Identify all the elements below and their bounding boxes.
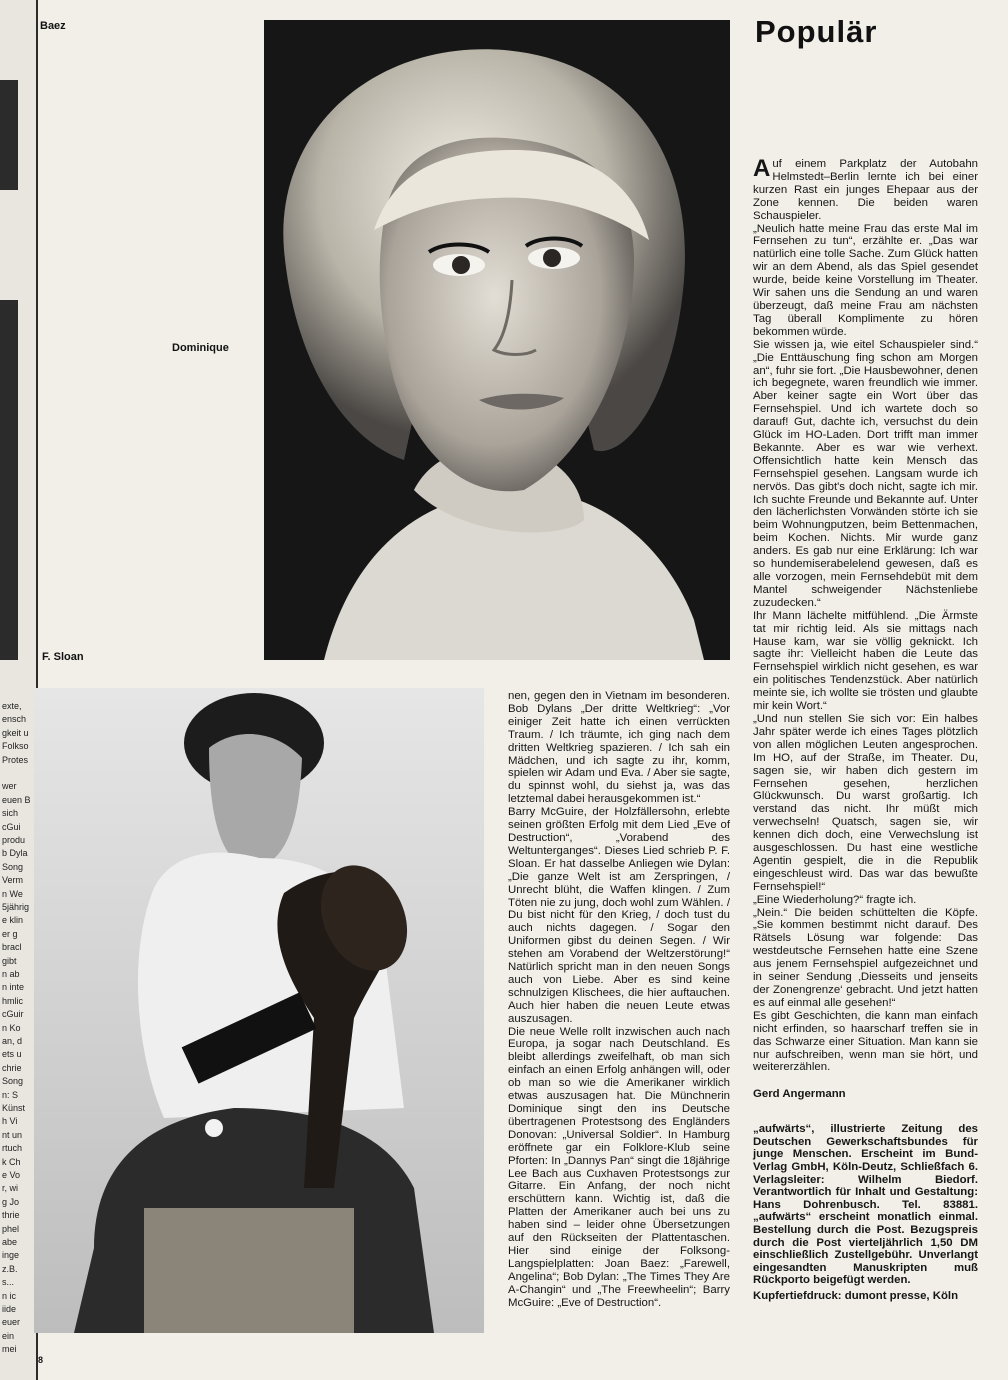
gutter-text-line: er g: [2, 928, 18, 939]
gutter-text-line: h Vi: [2, 1116, 18, 1127]
gutter-text-line: n We: [2, 888, 23, 899]
gutter-text-line: thrie: [2, 1210, 20, 1221]
gutter-text-line: Künst: [2, 1103, 26, 1113]
paragraph: „Neulich hatte meine Frau das erste Mal im Fernsehen zu tun“, erzählte er. „Das war natürlich eine tolle Sache. Zum Glück hatten wir an dem Abend, als das Spiel gesendet wurde, beide keine Vorstellung im Theater. Wir sahen uns die Sendung an und waren überzeugt, daß meine Frau am nächsten Tag überall Komplimente zu hören bekommen würde.: [753, 222, 978, 338]
gutter-photo-strip: [0, 300, 18, 660]
portrait-illustration: [264, 20, 730, 660]
gutter-text-line: sich: [2, 808, 19, 819]
gutter-text-line: Verm: [2, 875, 24, 886]
gutter-text-line: z.B.: [2, 1263, 18, 1274]
gutter-text-line: cGui: [2, 821, 21, 832]
gutter-text-line: ensch: [2, 714, 27, 725]
gutter-text-line: ets u: [2, 1049, 22, 1060]
gutter-text-line: wer: [2, 781, 17, 792]
gutter-text-line: rtuch: [2, 1143, 23, 1154]
gutter-text-line: n inte: [2, 982, 25, 993]
gutter-text-line: n: S: [2, 1089, 19, 1100]
gutter-text-line: bracl: [2, 942, 22, 953]
gutter-photo-strip: [0, 80, 18, 190]
author-byline: Gerd Angermann: [753, 1088, 846, 1101]
portrait-photo-sloan: [34, 688, 484, 1333]
gutter-text-line: mei: [2, 1344, 17, 1355]
gutter-text-line: phel: [2, 1223, 20, 1234]
prev-page-caption-fragment: Baez: [40, 20, 66, 32]
gutter-text-line: Protes: [2, 754, 29, 765]
paragraph: „Nein.“ Die beiden schüttelten die Köpfe. „Sie kommen bestimmt nicht darauf. Des Rätsels Lösung war folgende: Das westdeutsche Fernsehen hatte eine Szene aus jenem Fernsehspiel aufgezeichnet und in seiner Sendung ‚Diesseits und jenseits der Zonengrenze‘ gebracht. Und jetzt hatten es auf einmal alle gesehen!“: [753, 906, 978, 1009]
gutter-text-line: Song: [2, 1076, 24, 1087]
gutter-text-line: e klin: [2, 915, 24, 926]
paragraph: „Und nun stellen Sie sich vor: Ein halbes Jahr später werde ich eines Tages plötzlich von allen möglichen Leuten angesprochen. Im HO, auf der Straße, im Theater. Du, sagen sie, wir haben dich gestern im Fernsehen gesehen, herzlichen Glückwunsch. Du warst großartig. Ich verstand das nicht. Ihr müßt mich verwechseln! Quatsch, sagen sie, wir kennen dich doch, eine Verwechslung ist ausgeschlossen. Du hast eine westliche Agentin gespielt, die in die Republik eingeschleust wird. Das war das bewußte Fernsehspiel!“: [753, 712, 978, 893]
gutter-text-line: n Ko: [2, 1022, 21, 1033]
gutter-text-line: exte,: [2, 701, 22, 711]
article-column-1: [508, 690, 730, 1310]
gutter-text-line: 5jährig: [2, 902, 30, 912]
gutter-text-line: b Dyla: [2, 848, 28, 859]
paragraph: Es gibt Geschichten, die kann man einfach nicht erfinden, so haarscharf treffen sie in das Schwarze einer Situation. Man kann sie nur aufschreiben, wenn man sie hört, und weitererzählen.: [753, 1009, 978, 1074]
gutter-text-line: chrie: [2, 1062, 22, 1073]
paragraph: Die neue Welle rollt inzwischen auch nach Europa, ja sogar nach Deutschland. Es bleibt allerdings zweifelhaft, ob man sich einfach an einen Erfolg anhängen will, oder ob man so wie die Amerikaner wirklich etwas auszusagen hat. Die Münchnerin Dominique singt den ins Deutsche übertragenen Protestsong des Engländers Donovan: „Universal Soldier“. In Hamburg eröffnete gar ein Folklore-Klub seine Pforten: In „Dannys Pan“ singt die 18jährige Lee Bach aus Cuxhaven Protestsongs zur Gitarre. Ein Anfang, der noch nicht erschüttern kann. Wichtig ist, daß die Platten der Amerikaner auch bei uns zu haben sind – leider ohne Übersetzungen auf den Rückseiten der Plattentaschen. Hier sind einige der Folksong-Langspielplatten: Joan Baez: „Farewell, Angelina“; Bob Dylan: „The Times They Are A-Changin“ und „The Freewheelin“; Barry McGuire: „Eve of Destruction“.: [508, 1025, 730, 1309]
gutter-text-line: cGuir: [2, 1009, 24, 1020]
photo-caption-dominique: Dominique: [172, 342, 229, 354]
gutter-text-line: s...: [2, 1277, 15, 1288]
photo-caption-sloan: F. Sloan: [42, 651, 84, 663]
gutter-text-line: iide: [2, 1304, 17, 1314]
portrait-photo-dominique: [264, 20, 730, 660]
gutter-text-line: produ: [2, 835, 26, 845]
gutter-text-line: abe: [2, 1237, 18, 1247]
gutter-text-line: inge: [2, 1250, 20, 1261]
paragraph: Barry McGuire, der Holzfällersohn, erlebte seinen größten Erfolg mit dem Lied „Eve of Destruction“, „Vorabend des Weltunterganges“. Dieses Lied schrieb P. F. Sloan. Er hat dasselbe Anliegen wie Dylan: „Die ganze Welt ist am Zerspringen, / Unrecht blüht, die Waffen klingen. / Zum Töten nie zu jung, doch wohl zum Wählen. / Du bist nicht für den Krieg, / doch tust du auch nichts dagegen. / Sogar den Uniformen gibst du deinen Segen. / Wir stehen am Vorabend der Weltzerstörung!“ Natürlich spricht man in den neuen Songs auch von Liebe. Aber es sind keine schnulzigen Klischees, die hier auftauchen. Auch hier haben die neuen Leute etwas auszusagen.: [508, 806, 730, 1025]
article-column-2: [753, 155, 978, 1303]
drop-cap: A: [753, 155, 771, 182]
gutter-text-line: hmlic: [2, 995, 24, 1006]
publication-imprint: „aufwärts“, illustrierte Zeitung des Deutschen Gewerkschaftsbundes für junge Menschen. Erscheint im Bund-Verlag GmbH, Köln-Deutz, Schließfach 6. Verlagsleiter: Wilhelm Biedorf. Verantwortlich für Inhalt und Gestaltung: Hans Dohrenbusch. Tel. 83881. „aufwärts“ erscheint monatlich einmal. Bestellung durch die Post. Bezugspreis durch die Post vierteljährlich 1,50 DM einschließlich Zustellgebühr. Unverlangt eingesandten Manuskripten muß Rückporto beigefügt werden.: [753, 1123, 978, 1287]
gutter-text-line: gkeit u: [2, 727, 29, 738]
printer-credit: Kupfertiefdruck: dumont presse, Köln: [753, 1289, 959, 1302]
gutter-text-line: n ab: [2, 969, 20, 979]
gutter-text-line: gibt: [2, 955, 17, 966]
guitarist-illustration: [34, 688, 484, 1333]
paragraph: nen, gegen den in Vietnam im besonderen. Bob Dylans „Der dritte Weltkrieg“: „Vor einiger Zeit hatte ich einen verrückten Traum. / Ich träumte, ich ging nach dem dritten Weltkrieg spazieren. / Ich sah ein Mädchen, und ich sagte zu ihr, komm, spielen wir Adam und Eva. / Aber sie sagte, du spinnst wohl, du siehst ja, was das letztemal dabei herausgekommen ist.“: [508, 690, 730, 806]
gutter-text-line: r, wi: [2, 1183, 19, 1194]
gutter-text-line: e Vo: [2, 1170, 21, 1180]
page-number: 8: [38, 1355, 44, 1365]
page-title: Populär: [755, 14, 878, 49]
gutter-text-line: Song: [2, 861, 24, 872]
paragraph: Ihr Mann lächelte mitfühlend. „Die Ärmste tat mir richtig leid. Als sie mittags nach Hause kam, war sie völlig geknickt. Ich sagte ihr: Vielleicht haben die Leute das Fernsehspiel wirklich nicht gesehen, es war ein politisches Tendenzstück. Aber natürlich meinte sie, ich wollte sie trösten und glaubte mir kein Wort.“: [753, 609, 978, 713]
gutter-text-line: k Ch: [2, 1156, 21, 1167]
paragraph: Sie wissen ja, wie eitel Schauspieler sind.“ „Die Enttäuschung fing schon am Morgen an“, fuhr sie fort. „Die Hausbewohner, denen ich begegnete, waren freundlich wie immer. Aber keiner sagte ein Wort über das Fernsehspiel. Und ich wartete doch so darauf! Gut, dachte ich, versuchst du dein Glück im HO-Laden. Dort trifft man immer Bekannte. Aber es war wie verhext. Offensichtlich hatte kein Mensch das Fernsehspiel gesehen. Langsam wurde ich nervös. Das gibt's doch nicht, sagte ich mir. Ich suchte Freunde und Bekannte auf. Unter den lächerlichsten Vorwänden störte ich sie beim Wohnungputzen, beim Bettenmachen, beim Kochen. Nichts. Mir wurde ganz anders. Es gab nur eine Erklärung: Ich war so hundemiserabelelend gewesen, daß es alle vorzogen, mein Fernsehdebüt mit dem Mantel schweigender Nächstenliebe zuzudecken.“: [753, 338, 978, 609]
paragraph: „Eine Wiederholung?“ fragte ich.: [753, 893, 917, 906]
gutter-text-line: euer: [2, 1317, 21, 1328]
previous-page-gutter: [0, 0, 38, 1380]
gutter-text-line: ein: [2, 1330, 15, 1341]
gutter-text-line: euen B: [2, 794, 31, 805]
gutter-text-line: g Jo: [2, 1196, 20, 1207]
paragraph: Auf einem Parkplatz der Autobahn Helmstedt–Berlin lernte ich bei einer kurzen Rast ein junges Ehepaar aus der Zone kennen. Die beiden waren Schauspieler.: [753, 155, 978, 222]
gutter-text-line: an, d: [2, 1036, 23, 1046]
gutter-text-line: nt un: [2, 1129, 23, 1140]
gutter-text-line: Folkso: [2, 741, 29, 752]
gutter-text-line: n ic: [2, 1290, 17, 1301]
